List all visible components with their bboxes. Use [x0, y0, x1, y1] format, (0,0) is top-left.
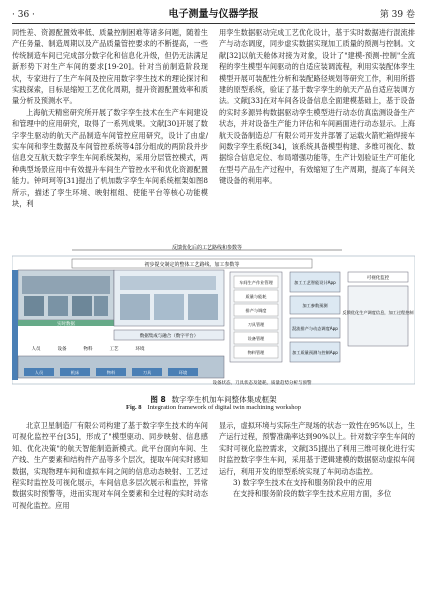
app-box-label: 加工质量预测与控制App — [292, 350, 338, 355]
paragraph: 上海航天精密研究所开展了数字孪生技术在生产车间建设和管理中的应用研究，取得了一系列成果。文献[30]开展了数字孪生驱动的航天产品制造车间管控应用研究，设计了由虚/实车间和孪生数据及车间管控系统等4部分组成的两阶段并步信息交互航天数字孪生车间系统架构，采用分层管控模式，两种典型场景应用中有效提升车间生产管控水平和优化资源配置能力。钟珂珂等[31]提出了机加数字孪生车间系统框架如图8所示，描述了孪生环境、映射框组、使能平台等核心功能模块，利 — [12, 107, 208, 209]
paragraph: 用孪生数据驱动完成工艺优化设计，基于实时数据进行混流排产与动态调度，同步虚实数据实现加工质量的预测与控制。文献[32]以航天舱体对接为对象，设计了"建模-预测-控制"全流程的孪生模型车间驱动的自适应装调流程，利用实装配体孪生模型开展可装配性分析和装配路径规划等研究工作，利用所搭建的原型系统，验证了基于数字孪生的航天产品自适应装调方法。文献[33]在对车间各设备信息全面建模基础上，基于设备的实时多源异构数据驱动孪生模型进行动态仿真监测设备生产状态，并对设备生产能力评估和车间画面进行动态显示。上海航天设备制造总厂有限公司开发并部署了运载火箭贮箱焊接车间数字孪生系统[34]，该系统具备模型构建、多维可视化、数据综合信息定位、布局增强功能等，生产计划验证生产可能化在型号产品生产过程中，有效缩短了生产周期，提高了车间关键设备的利用率。 — [219, 28, 415, 186]
twin-model-block — [188, 294, 218, 320]
bottom-tag-label: 物料 — [106, 370, 116, 375]
twin-model-row — [120, 276, 216, 290]
paragraph: 在支持和服务阶段的数字孪生技术应用方面，多位 — [233, 489, 392, 499]
element-label: 设备 — [57, 347, 67, 352]
mid-box-label: 物料管理 — [247, 350, 265, 355]
figure-title-en: Integration framework of digital twin machining workshop — [147, 404, 301, 411]
machine-row — [22, 276, 110, 294]
mid-box-label: 设备管理 — [247, 336, 265, 341]
element-label: 环境 — [135, 347, 145, 352]
journal-title: 电子测量与仪器学报 — [168, 9, 259, 20]
far-right-label: 可视化监控 — [366, 276, 390, 281]
element-label: 物料 — [83, 347, 93, 352]
page-header — [12, 8, 415, 22]
machine-block — [24, 296, 44, 316]
bottom-tag-label: 机床 — [70, 370, 80, 375]
app-boxes — [290, 272, 340, 362]
bottom-label: 设备状态、刀具状态及能耗、质量趋势分析与预警 — [212, 381, 312, 386]
figure-caption-en — [12, 404, 415, 411]
volume-number: 第 39 卷 — [379, 10, 415, 20]
figure-number-en: Fig. 8 — [126, 404, 142, 411]
header-rule — [12, 23, 415, 24]
far-right-box-label: 反馈优化生产调度信息，加工过程控制 — [342, 310, 414, 315]
mid-box-label: 质量与能耗 — [245, 294, 267, 299]
bottom-tag-label: 刀具 — [142, 370, 152, 375]
twin-model-block — [120, 294, 150, 320]
figure-title: 数字孪生机加车间整体集成框架 — [171, 395, 277, 404]
mid-box-label: 车间生产作业管理 — [239, 280, 273, 285]
mid-box-label: 排产与调度 — [245, 308, 267, 313]
element-label: 工艺 — [109, 347, 119, 352]
machine-block — [94, 296, 108, 316]
paragraph: 北京卫星制造厂有限公司构建了基于数字孪生技术的车间可视化监控平台[35]，形成了"模型驱动、同步映射、信息感知、优化决策"的航天智能制造新模式。此平台面向车间、生产线、生产要素和结构件产品等多个层次，提取车间实时感知数据，实现物理车间和虚拟车间之间的信息动态映射、工艺过程实时监控及可视化展示，车间信息多层次展示和监控，异常数据实时预警等，进而实现对车间全要素和全过程的实时动态可视化监控。应用 — [12, 421, 208, 510]
left-vertical-bar — [12, 270, 18, 380]
figure-number: 图 8 — [150, 395, 166, 404]
bottom-tag-label: 人员 — [34, 370, 44, 375]
left-column-top — [12, 27, 208, 210]
real-time-label: 实时数据 — [57, 322, 75, 327]
top-label-2: 初步提交制定的整体工艺路线、加工参数等 — [144, 262, 240, 268]
element-label: 人员 — [31, 347, 41, 352]
twin-model-block — [154, 294, 184, 320]
top-label-1: 反馈优化后的工艺路线和参数等 — [171, 245, 243, 251]
mid-box-label: 刀具管理 — [247, 322, 265, 327]
machine-block — [72, 296, 92, 316]
bottom-tag-label: 环境 — [178, 370, 188, 375]
app-box-label: 加工工艺智能设计App — [294, 280, 336, 285]
bottom-tags — [24, 368, 198, 376]
page-number: · 36 · — [12, 10, 35, 20]
right-column-bottom — [219, 420, 415, 500]
machine-block — [48, 296, 68, 316]
framework-diagram — [12, 244, 415, 392]
app-box-label: 加工参数预测 — [302, 303, 328, 308]
paragraph: 显示，虚拟环境与实际生产现场的状态一致性在95%以上，生产运行过程，预警准确率达到90%以上。针对数字孪生车间的实时可视化监控需求，文献[35]提出了利用三维可视化进行实时监控数字孪生车间，采用基于逻辑建模的数据驱动虚拟车间运行，利用开发的原型系统实现了车间动态监控。 — [219, 421, 415, 476]
app-box-label: 混流排产与动态调度App — [292, 326, 338, 331]
element-labels — [32, 345, 145, 352]
figure-8 — [12, 244, 415, 410]
right-column-top — [219, 27, 415, 187]
section-heading: 3) 数字孪生技术在支持和服务阶段中的应用 — [233, 478, 373, 488]
left-column-bottom — [12, 420, 208, 511]
far-right-box — [348, 286, 408, 346]
data-hub-label: 数据集成与融合（数字平台） — [139, 334, 199, 339]
paragraph: 同性差、资源配置效率低、质量控制困难等诸多问题，随着生产任务量、制造周期以及产品质量管控要求的不断提高，一些传统制造车间已完成部分数字化和信息化升级，但仍无法满足新形势下对生产车间的要求[19-20]。针对当前制造阶段现状，专家进行了生产车间及控应用数字孪生技术的理论探讨和实践探索，目标是缩短工艺优化周期，提升资源配置效率和质量分析及预测水平。 — [12, 28, 208, 106]
